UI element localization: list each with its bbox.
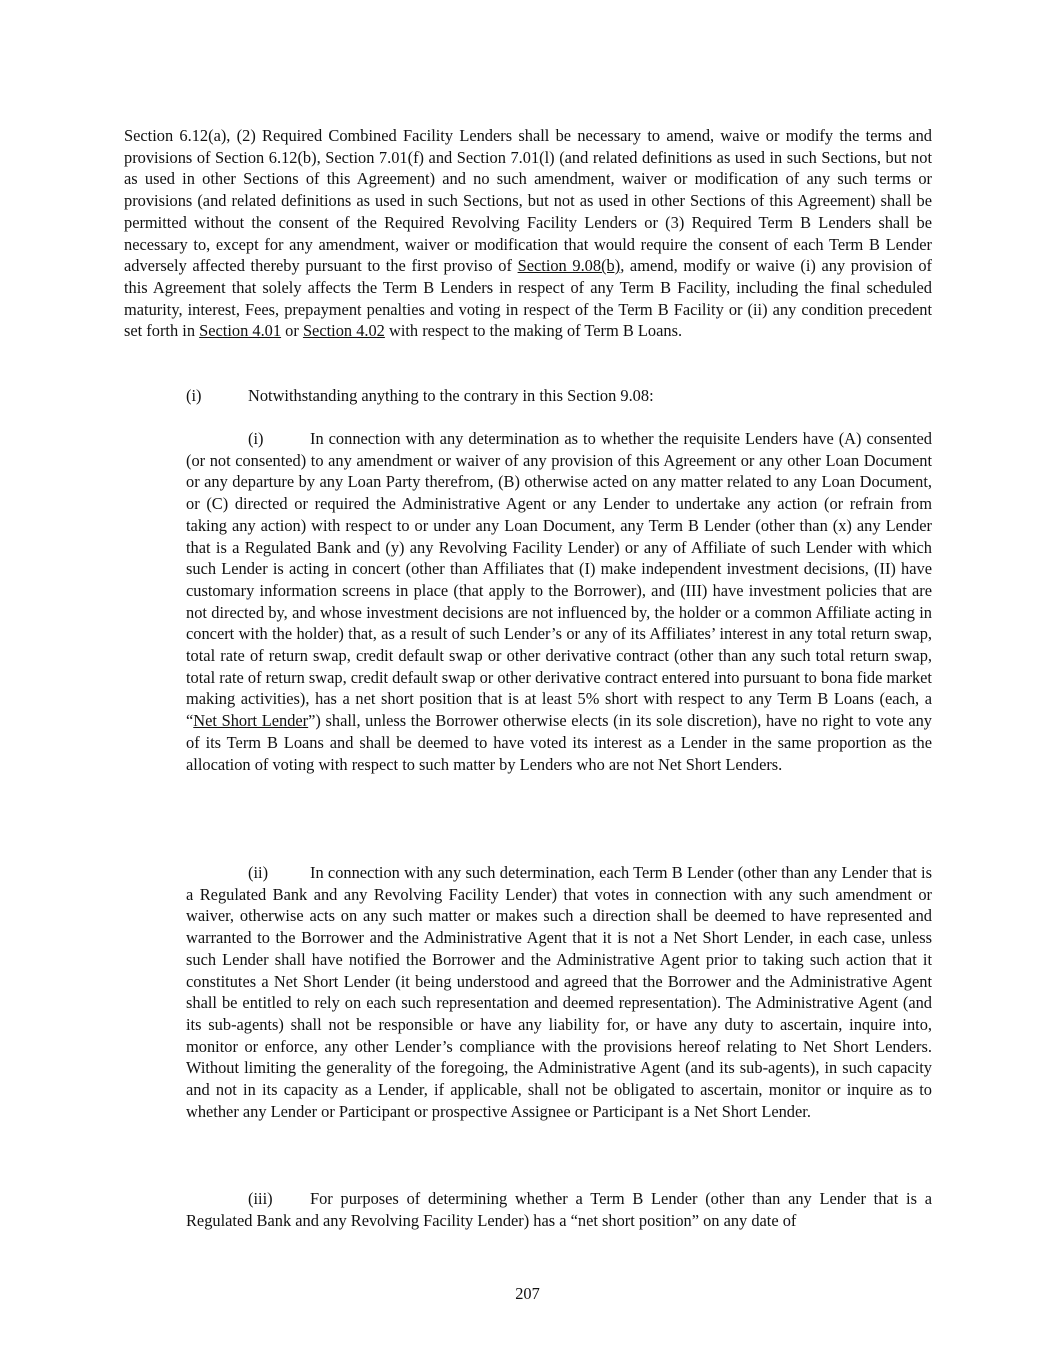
- clause-i-heading: [186, 385, 932, 407]
- subclause-i-paragraph: [186, 428, 932, 775]
- subclause-iii-paragraph: [186, 1188, 932, 1231]
- subclause-i-text-2: ”) shall, unless the Borrower otherwise elects (in its sole discretion), have no right to vote any of its Term B Loans and shall be deemed to have voted its interest as a Lender in the same proportion as the allocation of voting with respect to such matter by Lenders who are not Net Short Lenders.: [186, 711, 933, 774]
- net-short-lender-defined-term: Net Short Lender: [193, 711, 309, 731]
- subclause-i-number: (i): [248, 429, 264, 448]
- page-number: 207: [515, 1284, 540, 1303]
- section-4-01-reference: Section 4.01: [199, 321, 282, 341]
- main-text-2: , amend, modify or waive (i) any provision of this Agreement that solely affects the Term B Lenders in respect of any Term B Facility, including the final scheduled maturity, interest, Fees, prepayment penalties and voting in respect of the Term B Facility or (ii) any condition precedent set forth in: [124, 256, 933, 341]
- subclause-ii-number: (ii): [248, 863, 269, 882]
- subclause-ii-paragraph: [186, 862, 932, 1122]
- subclause-iii-number: (iii): [248, 1189, 273, 1208]
- subclause-ii-text: In connection with any such determination, each Term B Lender (other than any Lender that is a Regulated Bank and any Revolving Facility Lender) that votes in connection with any such amendment or waiver, otherwise acts on any such matter or makes such a direction shall be deemed to have represented and warranted to the Borrower and the Administrative Agent that it is not a Net Short Lender, in each case, unless such Lender shall have notified the Borrower and the Administrative Agent prior to taking such action that it constitutes a Net Short Lender (it being understood and agreed that the Borrower and the Administrative Agent shall be entitled to rely on each such representation and deemed representation). The Administrative Agent (and its sub-agents) shall not be responsible or have any liability for, or have any duty to ascertain, inquire into, monitor or enforce, any other Lender’s compliance with the provisions hereof relating to Net Short Lenders. Without limiting the generality of the foregoing, the Administrative Agent (and its sub-agents), in such capacity and not in its capacity as a Lender, if applicable, shall not be obligated to ascertain, monitor or inquire as to whether any Lender or Participant or prospective Assignee or Participant is a Net Short Lender.: [186, 863, 932, 1121]
- main-paragraph: [124, 125, 932, 342]
- main-text-1: Section 6.12(a), (2) Required Combined Facility Lenders shall be necessary to amend, waive or modify the terms and provisions of Section 6.12(b), Section 7.01(f) and Section 7.01(l) (and related definitions as used in such Sections, but not as used in other Sections of this Agreement) and no such amendment, waiver or modification of any such terms or provisions (and related definitions as used in such Sections, but not as used in other Sections of this Agreement) shall be permitted without the consent of the Required Revolving Facility Lenders or (3) Required Term B Lenders shall be necessary to, except for any amendment, waiver or modification that would require the consent of each Term B Lender adversely affected thereby pursuant to the first proviso of: [124, 126, 932, 276]
- section-9-08b-reference: Section 9.08(b): [517, 256, 621, 276]
- subclause-iii-text: For purposes of determining whether a Term B Lender (other than any Lender that is a Regulated Bank and any Revolving Facility Lender) has a “net short position” on any date of: [186, 1189, 932, 1230]
- subclause-i-text-1: In connection with any determination as to whether the requisite Lenders have (A) consented (or not consented) to any amendment or waiver of any provision of this Agreement or any other Loan Document or any departure by any Loan Party therefrom, (B) otherwise acted on any matter related to any Loan Document, or (C) directed or required the Administrative Agent or any Lender to undertake any action (or refrain from taking any action) with respect to or under any Loan Document, any Term B Lender (other than (x) any Lender that is a Regulated Bank and (y) any Revolving Facility Lender) or any of Affiliate of such Lender with which such Lender is acting in concert (other than Affiliates that (I) make independent investment decisions, (II) have customary information screens in place (that apply to the Borrower), and (III) have investment policies that are not directed by, and whose investment decisions are not influenced by, the holder or a common Affiliate acting in concert with the holder) that, as a result of such Lender’s or any of its Affiliates’ interest in any total return swap, total rate of return swap, credit default swap or other derivative contract (other than any such total return swap, total rate of return swap, credit default swap or other derivative contract entered into pursuant to bona fide market making activities), has a net short position that is at least 5% short with respect to any Term B Loans (each, a “: [186, 429, 932, 731]
- main-text-4: with respect to the making of Term B Loans.: [384, 321, 683, 341]
- clause-i-number: (i): [186, 386, 202, 405]
- section-4-02-reference: Section 4.02: [302, 321, 385, 341]
- main-text-3: or: [281, 321, 303, 341]
- clause-i-text: Notwithstanding anything to the contrary in this Section 9.08:: [248, 386, 654, 405]
